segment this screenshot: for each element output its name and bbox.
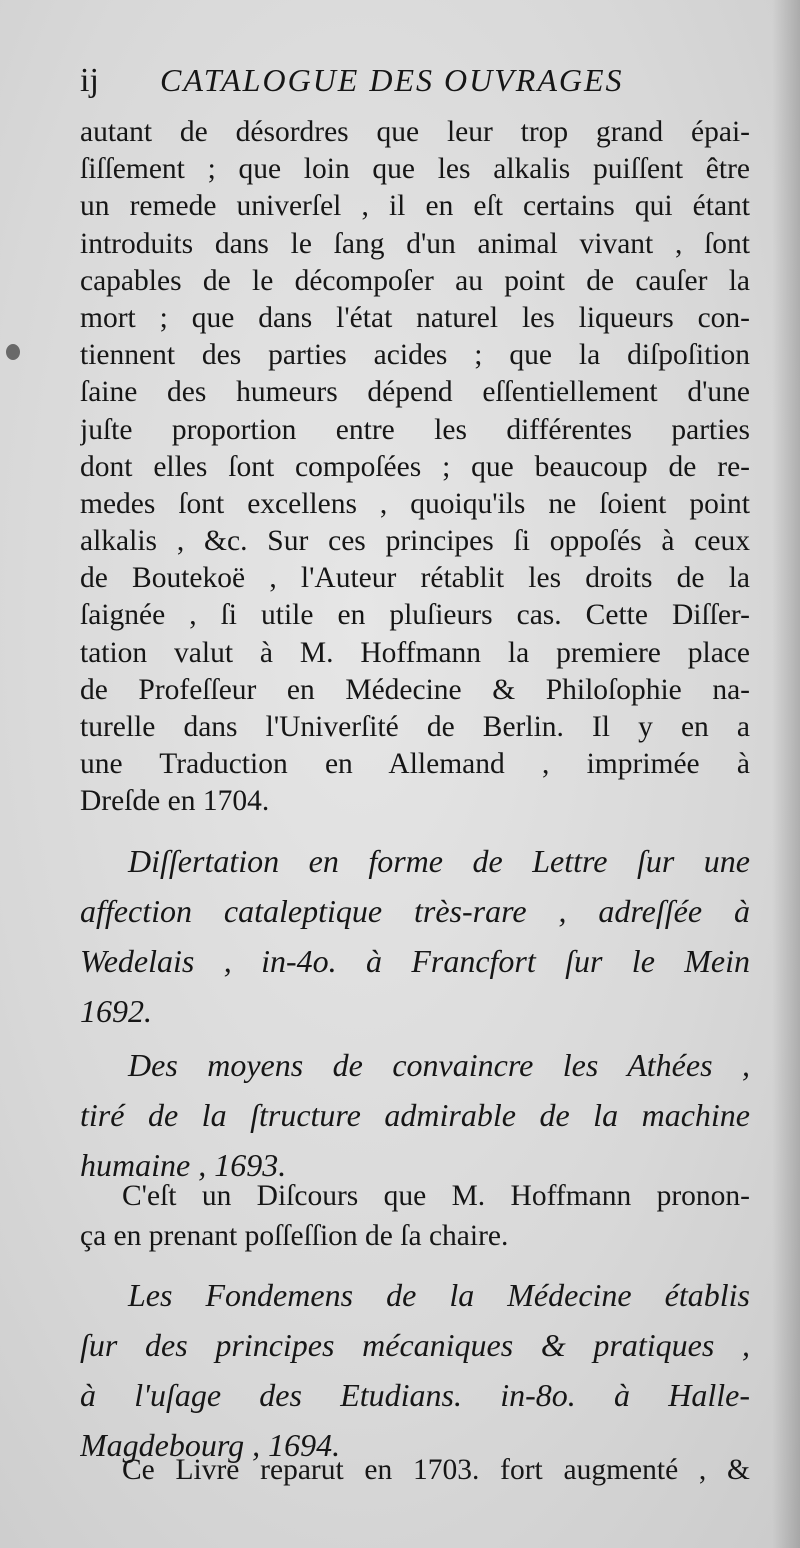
- page-header: [80, 62, 720, 108]
- text-line: alkalis , &c. Sur ces principes ſi oppoſés à ceux: [80, 525, 750, 558]
- text-line: un remede univerſel , il en eſt certains qui étant: [80, 190, 750, 223]
- text-line: juſte proportion entre les différentes parties: [80, 413, 750, 446]
- text-line: de Profeſſeur en Médecine & Philoſophie na-: [80, 673, 750, 706]
- note-ce-livre: [80, 1450, 750, 1490]
- text-line: medes ſont excellens , quoiqu'ils ne ſoient point: [80, 487, 750, 520]
- text-line: tation valut à M. Hoffmann la premiere place: [80, 636, 750, 669]
- text-line: ſiſſement ; que loin que les alkalis puiſſent être: [80, 153, 750, 186]
- text-line: C'eſt un Diſcours que M. Hoffmann pronon-: [122, 1180, 750, 1212]
- text-line: dont elles ſont compoſées ; que beaucoup de re-: [80, 450, 750, 483]
- text-line: une Traduction en Allemand , imprimée à: [80, 748, 750, 781]
- text-line: turelle dans l'Univerſité de Berlin. Il y en a: [80, 711, 750, 743]
- entry-moyens-title: [80, 1040, 750, 1190]
- ink-smudge: [6, 344, 20, 360]
- text-line: Ce Livre reparut en 1703. fort augmenté , &: [122, 1454, 750, 1486]
- title-line: humaine , 1693.: [80, 1147, 287, 1183]
- title-line: Diſſertation en forme de Lettre ſur une: [128, 843, 750, 879]
- title-line: à l'uſage des Etudians. in-8o. à Halle-: [80, 1377, 750, 1413]
- title-line: affection cataleptique très-rare , adreſſée à: [80, 893, 750, 929]
- entry-dissertation-title: [80, 836, 750, 1036]
- title-line: tiré de la ſtructure admirable de la machine: [80, 1097, 750, 1133]
- title-line: 1692.: [80, 993, 152, 1029]
- paragraph-desordres: [80, 114, 750, 821]
- page-number: ij: [80, 62, 99, 99]
- text-line: introduits dans le ſang d'un animal vivant , ſont: [80, 227, 750, 260]
- title-line: Wedelais , in-4o. à Francfort ſur le Mein: [80, 943, 750, 979]
- text-line: Dreſde en 1704.: [80, 785, 270, 818]
- text-line: ſaignée , ſi utile en pluſieurs cas. Cette Diſſer-: [80, 599, 750, 632]
- title-line: ſur des principes mécaniques & pratiques ,: [80, 1327, 750, 1363]
- running-title: CATALOGUE DES OUVRAGES: [160, 62, 624, 98]
- text-line: ſaine des humeurs dépend eſſentiellement d'une: [80, 376, 750, 409]
- text-line: autant de désordres que leur trop grand épai-: [80, 116, 750, 148]
- page-edge-shadow: [772, 0, 800, 1548]
- text-line: de Boutekoë , l'Auteur rétablit les droits de la: [80, 562, 750, 595]
- note-discours: [80, 1176, 750, 1256]
- title-line: Magdebourg , 1694.: [80, 1427, 341, 1463]
- title-line: Les Fondemens de la Médecine établis: [128, 1277, 750, 1313]
- text-line: mort ; que dans l'état naturel les liqueurs con-: [80, 301, 750, 334]
- text-line: tiennent des parties acides ; que la diſpoſition: [80, 339, 750, 372]
- title-line: Des moyens de convaincre les Athées ,: [128, 1047, 750, 1083]
- text-line: ça en prenant poſſeſſion de ſa chaire.: [80, 1220, 509, 1252]
- text-line: capables de le décompoſer au point de cauſer la: [80, 264, 750, 297]
- entry-fondemens-title: [80, 1270, 750, 1470]
